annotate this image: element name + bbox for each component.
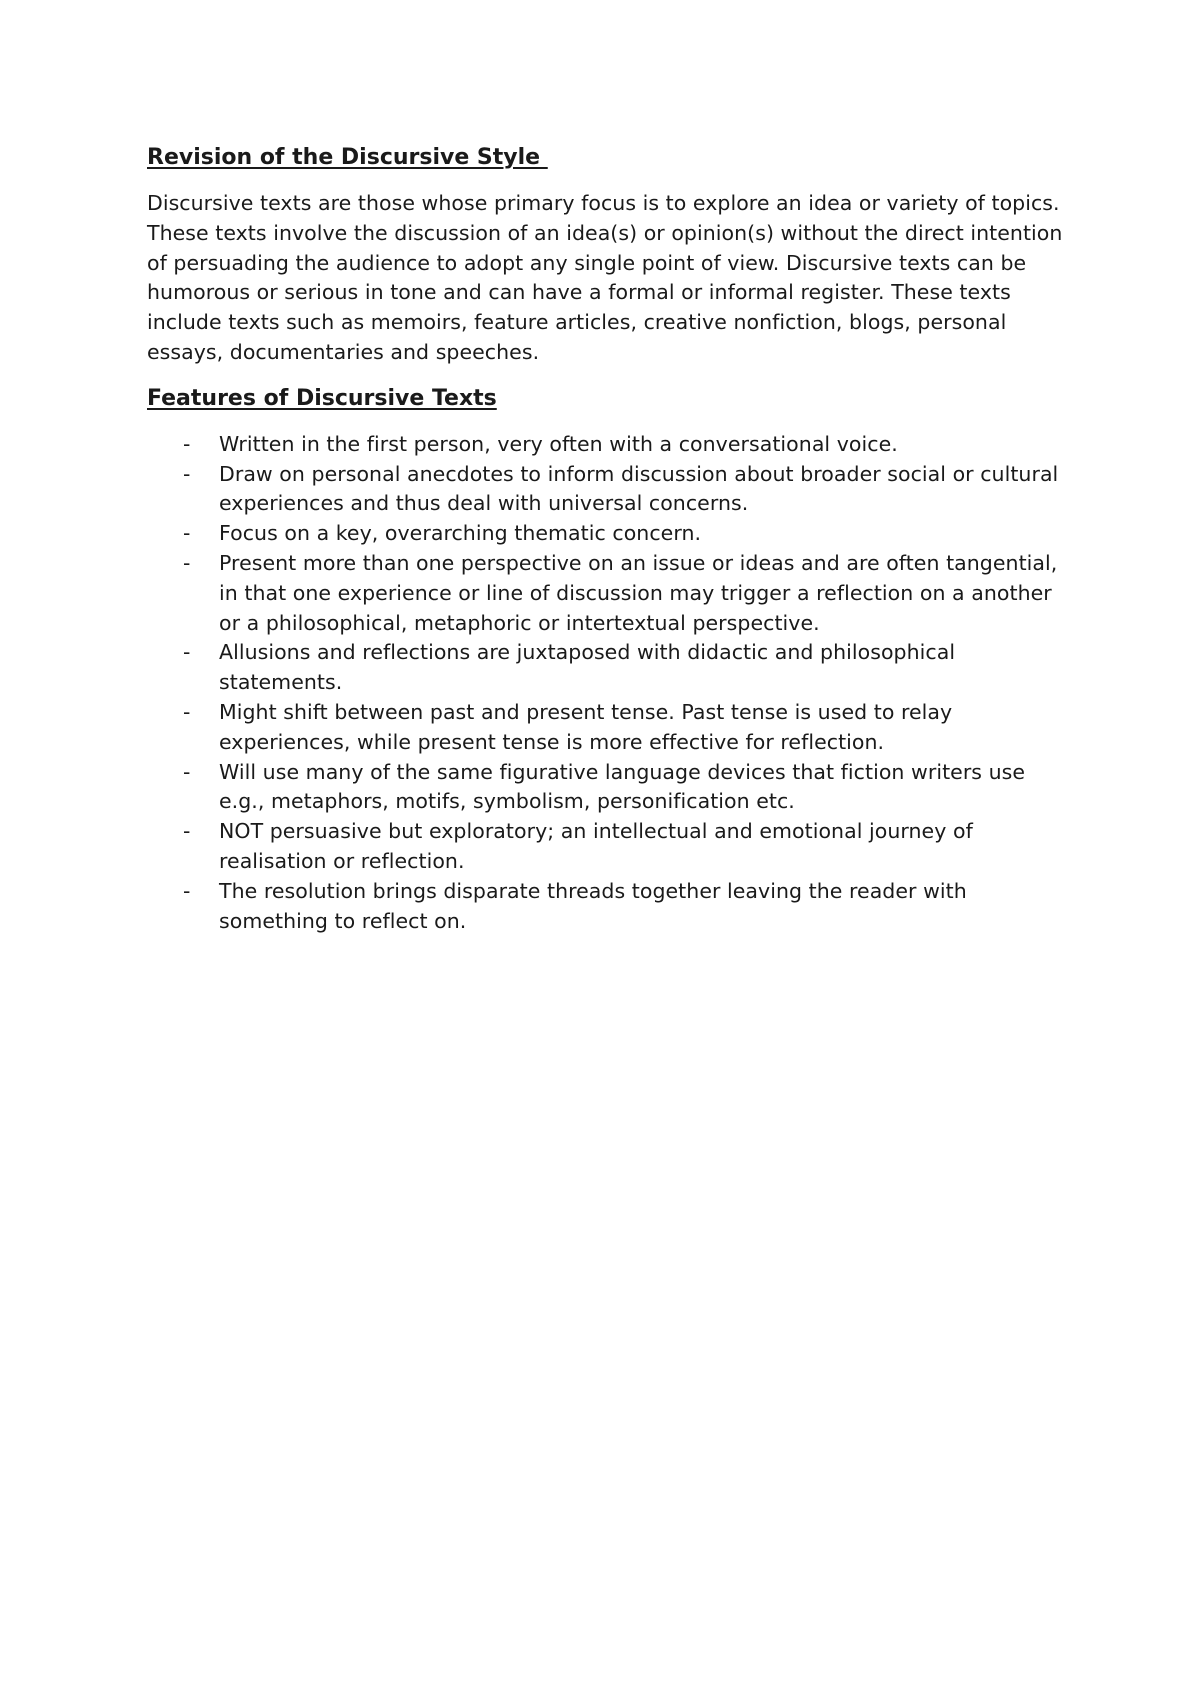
list-item bbox=[147, 698, 1067, 758]
list-item bbox=[147, 758, 1067, 818]
bullet-dash: - bbox=[183, 819, 191, 844]
list-item-text: Written in the first person, very often with a conversational voice. bbox=[219, 431, 898, 456]
list-item-text: Focus on a key, overarching thematic concern. bbox=[219, 521, 702, 546]
bullet-dash: - bbox=[183, 759, 191, 784]
list-item-text: Present more than one perspective on an issue or ideas and are often tangential, in that one experience or line of discussion may trigger a reflection on a another or a philosophical, metaphoric or intertextual perspective. bbox=[219, 550, 1058, 635]
list-item-text: Might shift between past and present tense. Past tense is used to relay experiences, while present tense is more effective for reflection. bbox=[219, 699, 953, 754]
list-item bbox=[147, 519, 1067, 549]
bullet-dash: - bbox=[183, 461, 191, 486]
document-title: Revision of the Discursive Style bbox=[147, 145, 548, 170]
list-item-text: Will use many of the same figurative language devices that fiction writers use e.g., metaphors, motifs, symbolism, personification etc. bbox=[219, 759, 1026, 814]
bullet-dash: - bbox=[183, 550, 191, 575]
features-list bbox=[147, 430, 1067, 937]
document-content bbox=[147, 143, 1067, 936]
list-item-text: Draw on personal anecdotes to inform discussion about broader social or cultural experiences and thus deal with universal concerns. bbox=[219, 461, 1059, 516]
intro-paragraph: Discursive texts are those whose primary focus is to explore an idea or variety of topics. These texts involve the discussion of an idea(s) or opinion(s) without the direct intention of persuading the audience to adopt any single point of view. Discursive texts can be humorous or serious in tone and can have a formal or informal register. These texts include texts such as memoirs, feature articles, creative nonfiction, blogs, personal essays, documentaries and speeches. bbox=[147, 191, 1063, 364]
features-heading: Features of Discursive Texts bbox=[147, 385, 497, 411]
list-item bbox=[147, 549, 1067, 638]
list-item bbox=[147, 877, 1067, 937]
list-item bbox=[147, 638, 1067, 698]
list-item-text: Allusions and reflections are juxtaposed with didactic and philosophical statements. bbox=[219, 640, 956, 695]
list-item bbox=[147, 817, 1067, 877]
bullet-dash: - bbox=[183, 521, 191, 546]
bullet-dash: - bbox=[183, 431, 191, 456]
list-item bbox=[147, 430, 1067, 460]
list-item bbox=[147, 460, 1067, 520]
list-item-text: The resolution brings disparate threads together leaving the reader with something to reflect on. bbox=[219, 878, 967, 933]
bullet-dash: - bbox=[183, 699, 191, 724]
bullet-dash: - bbox=[183, 878, 191, 903]
bullet-dash: - bbox=[183, 640, 191, 665]
list-item-text: NOT persuasive but exploratory; an intellectual and emotional journey of realisation or reflection. bbox=[219, 819, 973, 873]
